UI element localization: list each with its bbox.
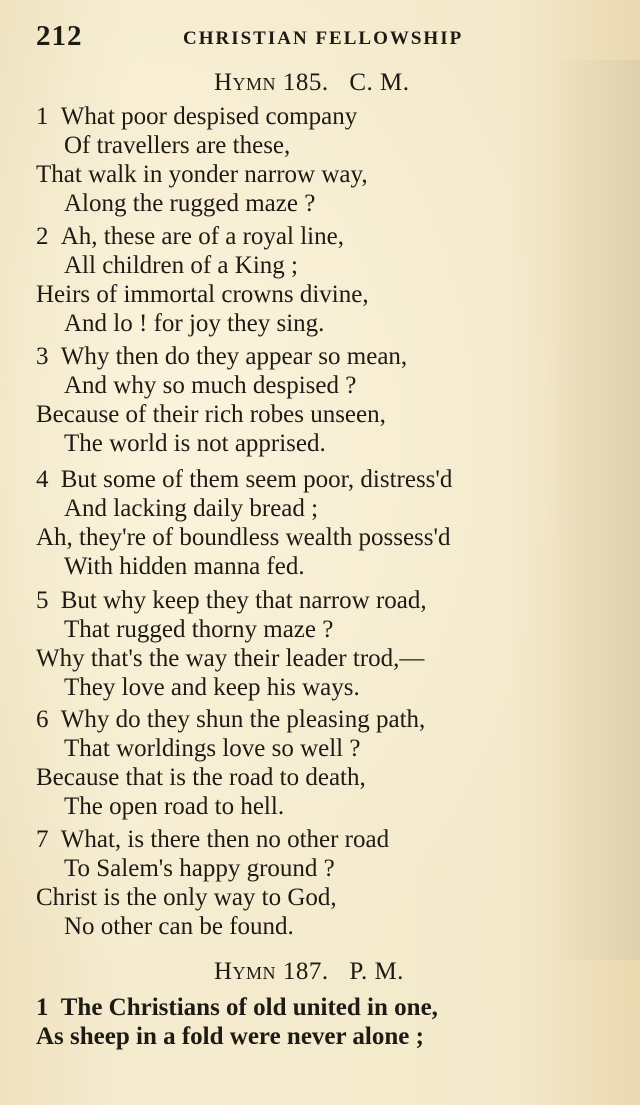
verse-line: 5 But why keep they that narrow road, xyxy=(36,587,427,614)
verse-line: 1 What poor despised company xyxy=(36,103,358,130)
verse-number: 6 xyxy=(36,706,49,733)
verse-line: Along the rugged maze ? xyxy=(64,190,316,217)
verse-line: 1 The Christians of old united in one, xyxy=(36,994,438,1021)
hymn-title: Hymn 185. C. M. xyxy=(214,69,410,96)
facing-page-bleed xyxy=(548,60,640,960)
verse-line: Because that is the road to death, xyxy=(36,764,366,791)
verse-line: And lo ! for joy they sing. xyxy=(64,310,325,337)
verse-line: That worldings love so well ? xyxy=(64,735,361,762)
hymn-title: Hymn 187. P. M. xyxy=(214,958,404,985)
verse-number: 5 xyxy=(36,587,49,614)
verse-line: With hidden manna fed. xyxy=(64,553,305,580)
verse-number: 4 xyxy=(36,466,49,493)
verse-line: Ah, they're of boundless wealth possess'd xyxy=(36,524,451,551)
verse-number: 3 xyxy=(36,343,49,370)
page-number: 212 xyxy=(36,20,83,52)
verse-line: That walk in yonder narrow way, xyxy=(36,161,368,188)
verse-line: That rugged thorny maze ? xyxy=(64,616,334,643)
verse-number: 1 xyxy=(36,103,49,130)
verse-line: 7 What, is there then no other road xyxy=(36,826,390,853)
verse-line: Of travellers are these, xyxy=(64,132,291,159)
verse-number: 1 xyxy=(36,994,49,1021)
verse-line: 6 Why do they shun the pleasing path, xyxy=(36,706,426,733)
verse-line: 4 But some of them seem poor, distress'd xyxy=(36,466,453,493)
verse-line: All children of a King ; xyxy=(64,252,298,279)
verse-line: They love and keep his ways. xyxy=(64,674,360,701)
verse-number: 7 xyxy=(36,826,49,853)
verse-line: As sheep in a fold were never alone ; xyxy=(36,1023,424,1050)
verse-line: 2 Ah, these are of a royal line, xyxy=(36,223,344,250)
verse-line: And why so much despised ? xyxy=(64,372,357,399)
verse-line: 3 Why then do they appear so mean, xyxy=(36,343,408,370)
verse-line: Why that's the way their leader trod,— xyxy=(36,645,425,672)
running-head xyxy=(36,20,486,60)
verse-number: 2 xyxy=(36,223,49,250)
verse-line: Because of their rich robes unseen, xyxy=(36,401,386,428)
verse-line: To Salem's happy ground ? xyxy=(64,855,335,882)
verse-line: Christ is the only way to God, xyxy=(36,884,337,911)
verse-line: The open road to hell. xyxy=(64,793,285,820)
verse-line: No other can be found. xyxy=(64,913,294,940)
verse-line: Heirs of immortal crowns divine, xyxy=(36,281,369,308)
verse-line: And lacking daily bread ; xyxy=(64,495,319,522)
running-title: CHRISTIAN FELLOWSHIP xyxy=(183,28,464,49)
verse-line: The world is not apprised. xyxy=(64,430,326,457)
